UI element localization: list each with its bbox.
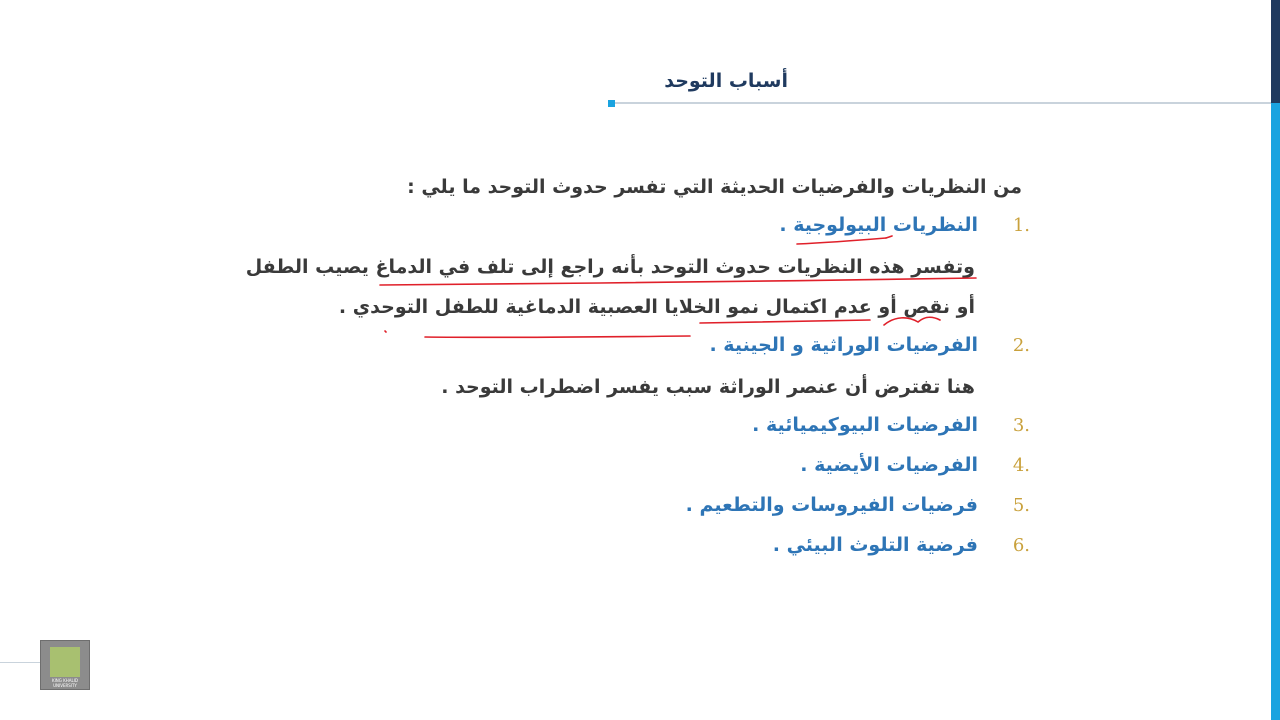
- item-number: 1.: [1012, 214, 1030, 236]
- item-label: فرضيات الفيروسات والتطعيم .: [685, 494, 978, 516]
- item1-explanation-line1: وتفسر هذه النظريات حدوث التوحد بأنه راجع إلى تلف في الدماغ يصيب الطفل: [245, 256, 975, 278]
- item-number: 6.: [1012, 534, 1030, 556]
- footer-line: [0, 662, 40, 663]
- list-item: [773, 534, 1030, 562]
- header-accent-dot: [608, 100, 615, 107]
- edge-bar-blue: [1271, 103, 1280, 720]
- header-divider: [612, 102, 1271, 104]
- item-number: 2.: [1012, 334, 1030, 356]
- logo-emblem: [50, 647, 80, 677]
- item1-explanation-line2: أو نقص أو عدم اكتمال نمو الخلايا العصبية الدماغية للطفل التوحدي .: [338, 296, 975, 318]
- list-item: [752, 414, 1030, 442]
- item-number: 4.: [1012, 454, 1030, 476]
- list-item: [800, 454, 1030, 482]
- logo-caption: KING KHALID UNIVERSITY: [51, 678, 79, 688]
- list-item: [779, 214, 1030, 242]
- annotation-dot: [385, 331, 386, 332]
- item-label: فرضية التلوث البيئي .: [772, 534, 978, 556]
- university-logo: [40, 640, 90, 690]
- intro-text: من النظريات والفرضيات الحديثة التي تفسر حدوث التوحد ما يلي :: [407, 176, 1022, 198]
- list-item: [709, 334, 1030, 362]
- item-label: الفرضيات الوراثية و الجينية .: [709, 334, 978, 356]
- annotation-underline: [700, 320, 870, 323]
- slide-title: أسباب التوحد: [664, 70, 788, 92]
- item-label: الفرضيات الأيضية .: [800, 454, 978, 476]
- list-item: [686, 494, 1030, 522]
- item-label: الفرضيات البيوكيميائية .: [752, 414, 978, 436]
- item-label: النظريات البيولوجية .: [779, 214, 978, 236]
- annotation-underline: [425, 336, 690, 337]
- item-number: 5.: [1012, 494, 1030, 516]
- item-number: 3.: [1012, 414, 1030, 436]
- item2-explanation: هنا تفترض أن عنصر الوراثة سبب يفسر اضطراب التوحد .: [441, 376, 975, 398]
- edge-bar-dark: [1271, 0, 1280, 103]
